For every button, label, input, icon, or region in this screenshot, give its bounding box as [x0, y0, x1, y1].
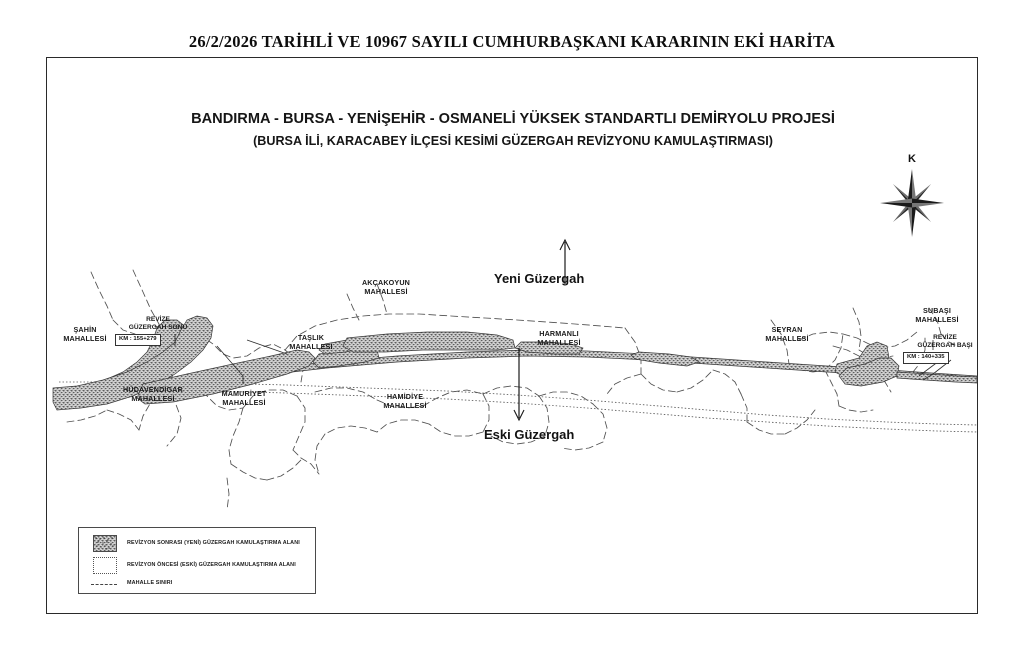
label-line-2: MAHALLESİ — [63, 333, 107, 343]
legend — [78, 527, 316, 594]
label-line-2: MAHALLESİ — [915, 314, 959, 324]
legend-item-new-corridor — [79, 532, 317, 552]
label-line-2: MAHALLESİ — [364, 286, 408, 296]
marker-title-line-1: REVİZE — [146, 316, 170, 323]
label-line-1: HAMİDİYE — [386, 392, 424, 401]
label-hudavendigar-mahallesi — [103, 386, 203, 403]
filled-hatch-swatch — [93, 535, 117, 552]
label-seyran-mahallesi — [747, 326, 827, 343]
marker-revize-guzergah-sonu-km: KM : 155+279 — [115, 334, 161, 346]
legend-label-old-corridor: REVİZYON ÖNCESİ (ESKİ) GÜZERGAH KAMULAŞTIRMA ALANI — [127, 562, 296, 568]
label-line-1: ŞAHİN — [73, 325, 97, 334]
marker-title-line-2: GÜZERGAH BAŞI — [917, 341, 973, 349]
label-subasi-mahallesi — [897, 307, 977, 324]
label-line-1: SEYRAN — [771, 325, 803, 334]
label-line-2: MAHALLESİ — [765, 333, 809, 343]
marker-title-line-1: REVİZE — [933, 334, 957, 341]
marker-revize-guzergah-sonu-title — [113, 316, 203, 332]
label-line-2: MAHALLESİ — [222, 397, 266, 407]
legend-item-district-boundary — [79, 576, 317, 596]
dashed-line-swatch — [91, 584, 117, 585]
label-line-1: TAŞLIK — [297, 333, 325, 342]
label-line-1: HARMANLI — [539, 329, 579, 338]
legend-item-old-corridor — [79, 554, 317, 574]
label-line-1: SUBAŞI — [922, 306, 952, 315]
label-line-2: MAHALLESİ — [289, 341, 333, 351]
label-line-2: MAHALLESİ — [131, 393, 175, 403]
project-heading: BANDIRMA - BURSA - YENİŞEHİR - OSMANELİ YÜKSEK STANDARTLI DEMİRYOLU PROJESİ — [191, 111, 835, 127]
page-title: 26/2/2026 TARİHLİ VE 10967 SAYILI CUMHURBAŞKANI KARARININ EKİ HARİTA — [188, 32, 836, 51]
compass-north-label: K — [908, 153, 916, 165]
old-route-callout: Eski Güzergah — [484, 427, 575, 442]
label-taslik-mahallesi — [273, 334, 349, 351]
legend-label-district-boundary: MAHALLE SINIRI — [127, 580, 173, 586]
label-sahin-mahallesi — [53, 326, 117, 343]
legend-label-new-corridor: REVİZYON SONRASI (YENİ) GÜZERGAH KAMULAŞTIRMA ALANI — [127, 540, 300, 546]
label-mamuriyet-mahallesi — [201, 390, 287, 407]
label-harmanli-mahallesi — [517, 330, 601, 347]
label-line-1: AKÇAKOYUN — [361, 278, 411, 287]
label-akcakoyun-mahallesi — [343, 279, 429, 296]
label-line-1: MAMURİYET — [221, 389, 267, 398]
marker-revize-guzergah-basi-title — [901, 334, 989, 350]
label-line-2: MAHALLESİ — [537, 337, 581, 347]
map-frame — [46, 57, 978, 614]
marker-revize-guzergah-basi-km: KM : 140+335 — [903, 352, 949, 364]
marker-title-line-2: GÜZERGAH SONU — [128, 323, 188, 331]
project-subheading: (BURSA İLİ, KARACABEY İLÇESİ KESİMİ GÜZERGAH REVİZYONU KAMULAŞTIRMASI) — [253, 134, 773, 148]
label-line-2: MAHALLESİ — [383, 400, 427, 410]
label-hamidiye-mahallesi — [365, 393, 445, 410]
new-route-callout: Yeni Güzergah — [494, 271, 585, 286]
dotted-outline-swatch — [93, 557, 117, 574]
label-line-1: HÜDAVENDİGAR — [123, 385, 183, 394]
